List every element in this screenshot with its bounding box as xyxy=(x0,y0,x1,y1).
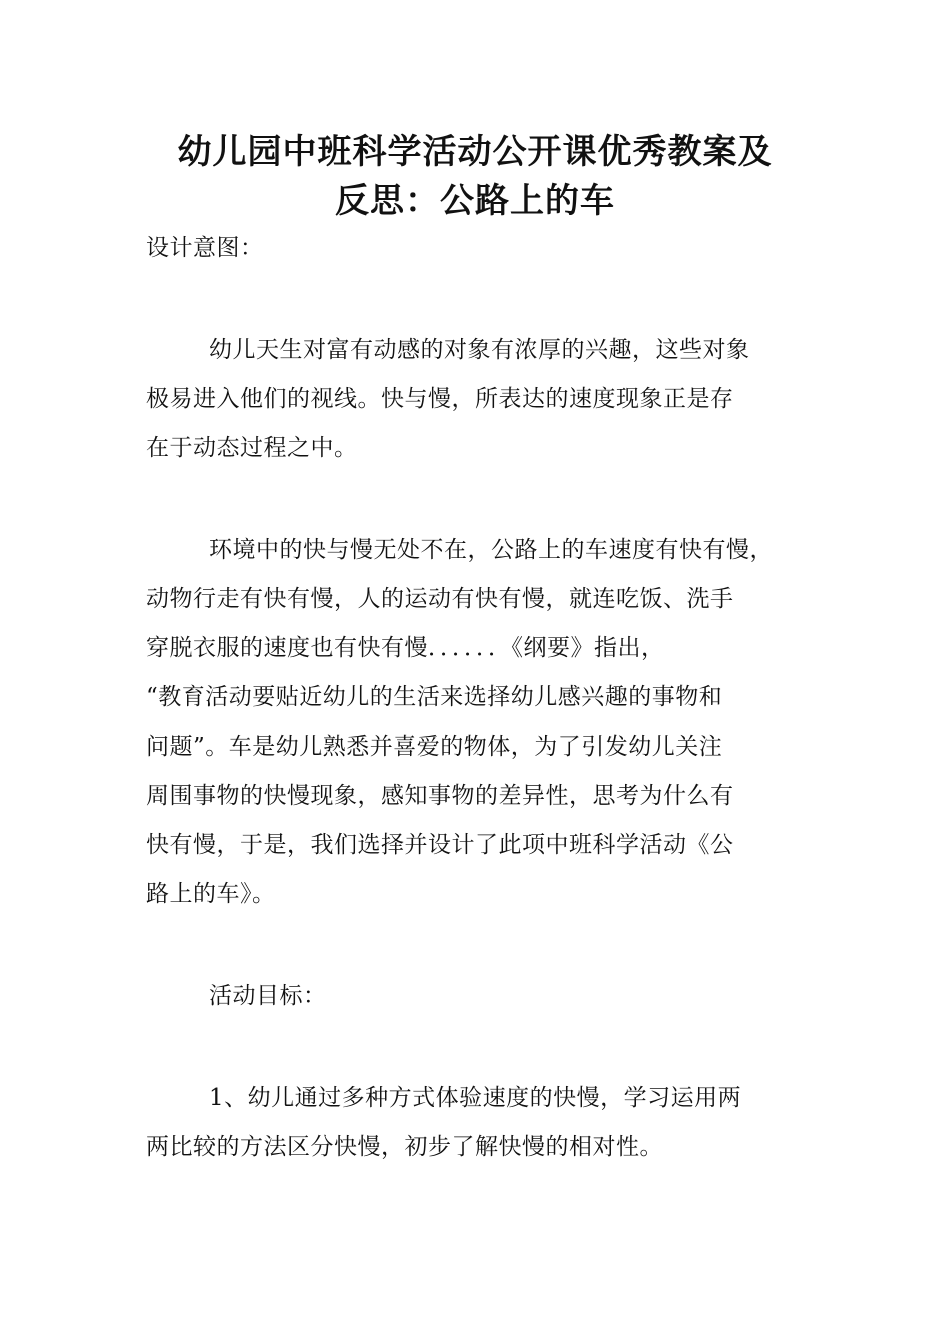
paragraph-2-line-3: 穿脱衣服的速度也有快有慢．．．．．．《纲要》指出， xyxy=(146,635,665,661)
document-title-line-2: 反思：公路上的车 xyxy=(335,181,615,221)
goal-1-line-1: 1、幼儿通过多种方式体验速度的快慢，学习运用两 xyxy=(209,1085,742,1111)
paragraph-2-line-7: 快有慢，于是，我们选择并设计了此项中班科学活动《公 xyxy=(146,832,734,858)
document-title-line-1: 幼儿园中班科学活动公开课优秀教案及 xyxy=(177,132,773,172)
goal-1-line-2: 两比较的方法区分快慢，初步了解快慢的相对性。 xyxy=(146,1134,663,1160)
paragraph-1-line-1: 幼儿天生对富有动感的对象有浓厚的兴趣，这些对象 xyxy=(209,337,750,363)
paragraph-1-line-3: 在于动态过程之中。 xyxy=(146,435,358,461)
goals-heading: 活动目标： xyxy=(209,983,327,1009)
paragraph-2-line-8: 路上的车》。 xyxy=(146,881,276,907)
design-intent-heading: 设计意图： xyxy=(146,235,264,261)
paragraph-2-line-1: 环境中的快与慢无处不在，公路上的车速度有快有慢， xyxy=(209,537,773,563)
paragraph-2-line-4: “教育活动要贴近幼儿的生活来选择幼儿感兴趣的事物和 xyxy=(146,684,723,710)
paragraph-2-line-2: 动物行走有快有慢，人的运动有快有慢，就连吃饭、洗手 xyxy=(146,586,734,612)
paragraph-2-line-6: 周围事物的快慢现象，感知事物的差异性，思考为什么有 xyxy=(146,783,734,809)
paragraph-1-line-2: 极易进入他们的视线。快与慢，所表达的速度现象正是存 xyxy=(146,386,734,412)
paragraph-2-line-5: 问题”。车是幼儿熟悉并喜爱的物体，为了引发幼儿关注 xyxy=(146,734,723,760)
